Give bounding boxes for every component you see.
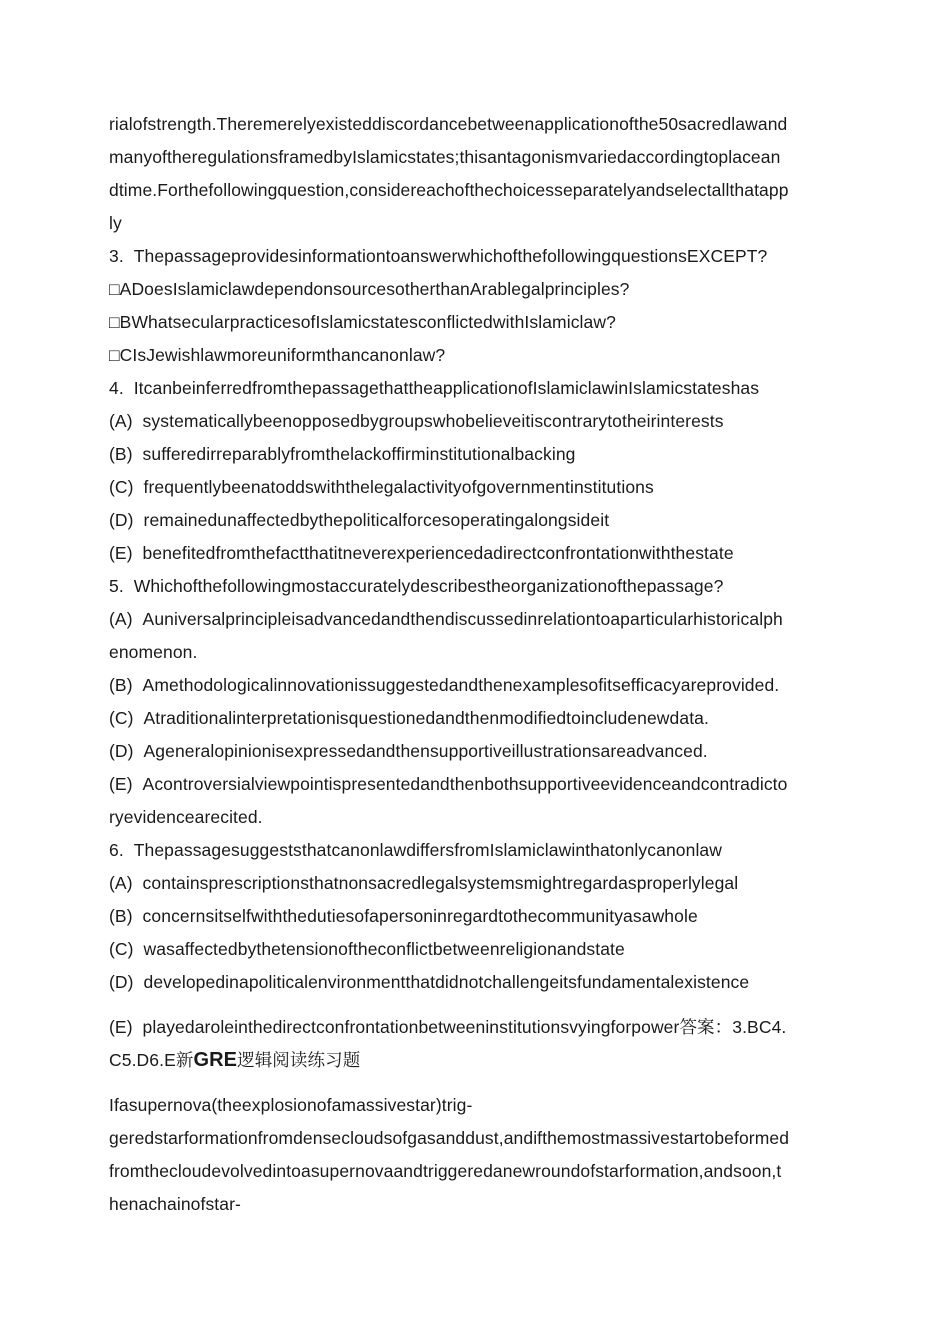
spacer bbox=[109, 1081, 849, 1093]
answer-option: (A) Auniversalprincipleisadvancedandthendiscussedinrelationtoaparticularhistoricalph bbox=[109, 609, 783, 629]
answer-option: (B) concernsitselfwiththedutiesofapersoninregardtothecommunityasawhole bbox=[109, 906, 698, 926]
text-line: rialofstrength.Theremerelyexisteddiscordancebetweenapplicationofthe50sacredlawand bbox=[109, 114, 788, 134]
question-4 bbox=[109, 376, 849, 574]
spacer bbox=[109, 1003, 849, 1015]
answer-option: (D) developedinapoliticalenvironmentthatdidnotchallengeitsfundamentalexistence bbox=[109, 972, 750, 992]
question-stem: 4. ItcanbeinferredfromthepassagethattheapplicationofIslamiclawinIslamicstateshas bbox=[109, 378, 760, 398]
question-5 bbox=[109, 574, 849, 838]
text-line: Ifasupernova(theexplosionofamassivestar)trig- bbox=[109, 1095, 473, 1115]
answer-option: (A) systematicallybeenopposedbygroupswhobelieveitiscontrarytotheirinterests bbox=[109, 411, 724, 431]
answer-key-heading-line bbox=[109, 1048, 849, 1081]
answer-option: (E) Acontroversialviewpointispresentedandthenbothsupportiveevidenceandcontradicto bbox=[109, 774, 788, 794]
answer-option: □ADoesIslamiclawdependonsourcesotherthanArablegalprinciples? bbox=[109, 279, 630, 299]
answer-option: (A) containsprescriptionsthatnonsacredlegalsystemsmightregardasproperlylegal bbox=[109, 873, 739, 893]
text-line: geredstarformationfromdensecloudsofgasanddust,andifthemostmassivestartobeformed bbox=[109, 1128, 790, 1148]
new-passage bbox=[109, 1093, 849, 1225]
question-stem: 6. ThepassagesuggeststhatcanonlawdiffersfromIslamiclawinthatonlycanonlaw bbox=[109, 840, 723, 860]
answer-option: ryevidencearecited. bbox=[109, 807, 263, 827]
question-3 bbox=[109, 244, 849, 376]
text-line: henachainofstar- bbox=[109, 1194, 241, 1214]
answer-option: (E) playedaroleinthedirectconfrontationbetweeninstitutionsvyingforpower bbox=[109, 1017, 680, 1037]
text-line: ly bbox=[109, 213, 122, 233]
document-page bbox=[109, 112, 849, 1225]
answer-option: (B) Amethodologicalinnovationissuggestedandthenexamplesofitsefficacyareprovided. bbox=[109, 675, 780, 695]
answer-option: (C) wasaffectedbythetensionoftheconflictbetweenreligionandstate bbox=[109, 939, 625, 959]
answer-option-with-key bbox=[109, 1015, 849, 1048]
answer-option: □BWhatsecularpracticesofIslamicstatesconflictedwithIslamiclaw? bbox=[109, 312, 616, 332]
answer-option: (C) Atraditionalinterpretationisquestionedandthenmodifiedtoincludenewdata. bbox=[109, 708, 709, 728]
answer-key-values: C5.D6.E bbox=[109, 1050, 176, 1070]
answer-option: □CIsJewishlawmoreuniformthancanonlaw? bbox=[109, 345, 446, 365]
text-line: dtime.Forthefollowingquestion,considereachofthechoicesseparatelyandselectallthatapp bbox=[109, 180, 789, 200]
answer-key-values: 3.BC4. bbox=[732, 1017, 787, 1037]
question-stem: 5. Whichofthefollowingmostaccuratelydescribestheorganizationofthepassage? bbox=[109, 576, 724, 596]
section-heading-gre: GRE bbox=[193, 1049, 238, 1071]
section-heading-prefix: 新 bbox=[175, 1051, 194, 1071]
question-stem: 3. ThepassageprovidesinformationtoanswerwhichofthefollowingquestionsEXCEPT? bbox=[109, 246, 768, 266]
answer-key-label: 答案： bbox=[679, 1018, 733, 1038]
answer-option: (C) frequentlybeenatoddswiththelegalactivityofgovernmentinstitutions bbox=[109, 477, 654, 497]
text-line: manyoftheregulationsframedbyIslamicstates;thisantagonismvariedaccordingtoplacean bbox=[109, 147, 781, 167]
answer-option: (B) sufferedirreparablyfromthelackoffirminstitutionalbacking bbox=[109, 444, 576, 464]
passage-end bbox=[109, 112, 849, 244]
answer-option: (D) remainedunaffectedbythepoliticalforcesoperatingalongsideit bbox=[109, 510, 610, 530]
answer-option: (D) Ageneralopinionisexpressedandthensupportiveillustrationsareadvanced. bbox=[109, 741, 708, 761]
question-6 bbox=[109, 838, 849, 1081]
answer-option: (E) benefitedfromthefactthatitneverexperiencedadirectconfrontationwiththestate bbox=[109, 543, 734, 563]
text-line: fromthecloudevolvedintoasupernovaandtriggeredanewroundofstarformation,andsoon,t bbox=[109, 1161, 782, 1181]
section-heading-suffix: 逻辑阅读练习题 bbox=[237, 1051, 361, 1071]
answer-option: enomenon. bbox=[109, 642, 198, 662]
